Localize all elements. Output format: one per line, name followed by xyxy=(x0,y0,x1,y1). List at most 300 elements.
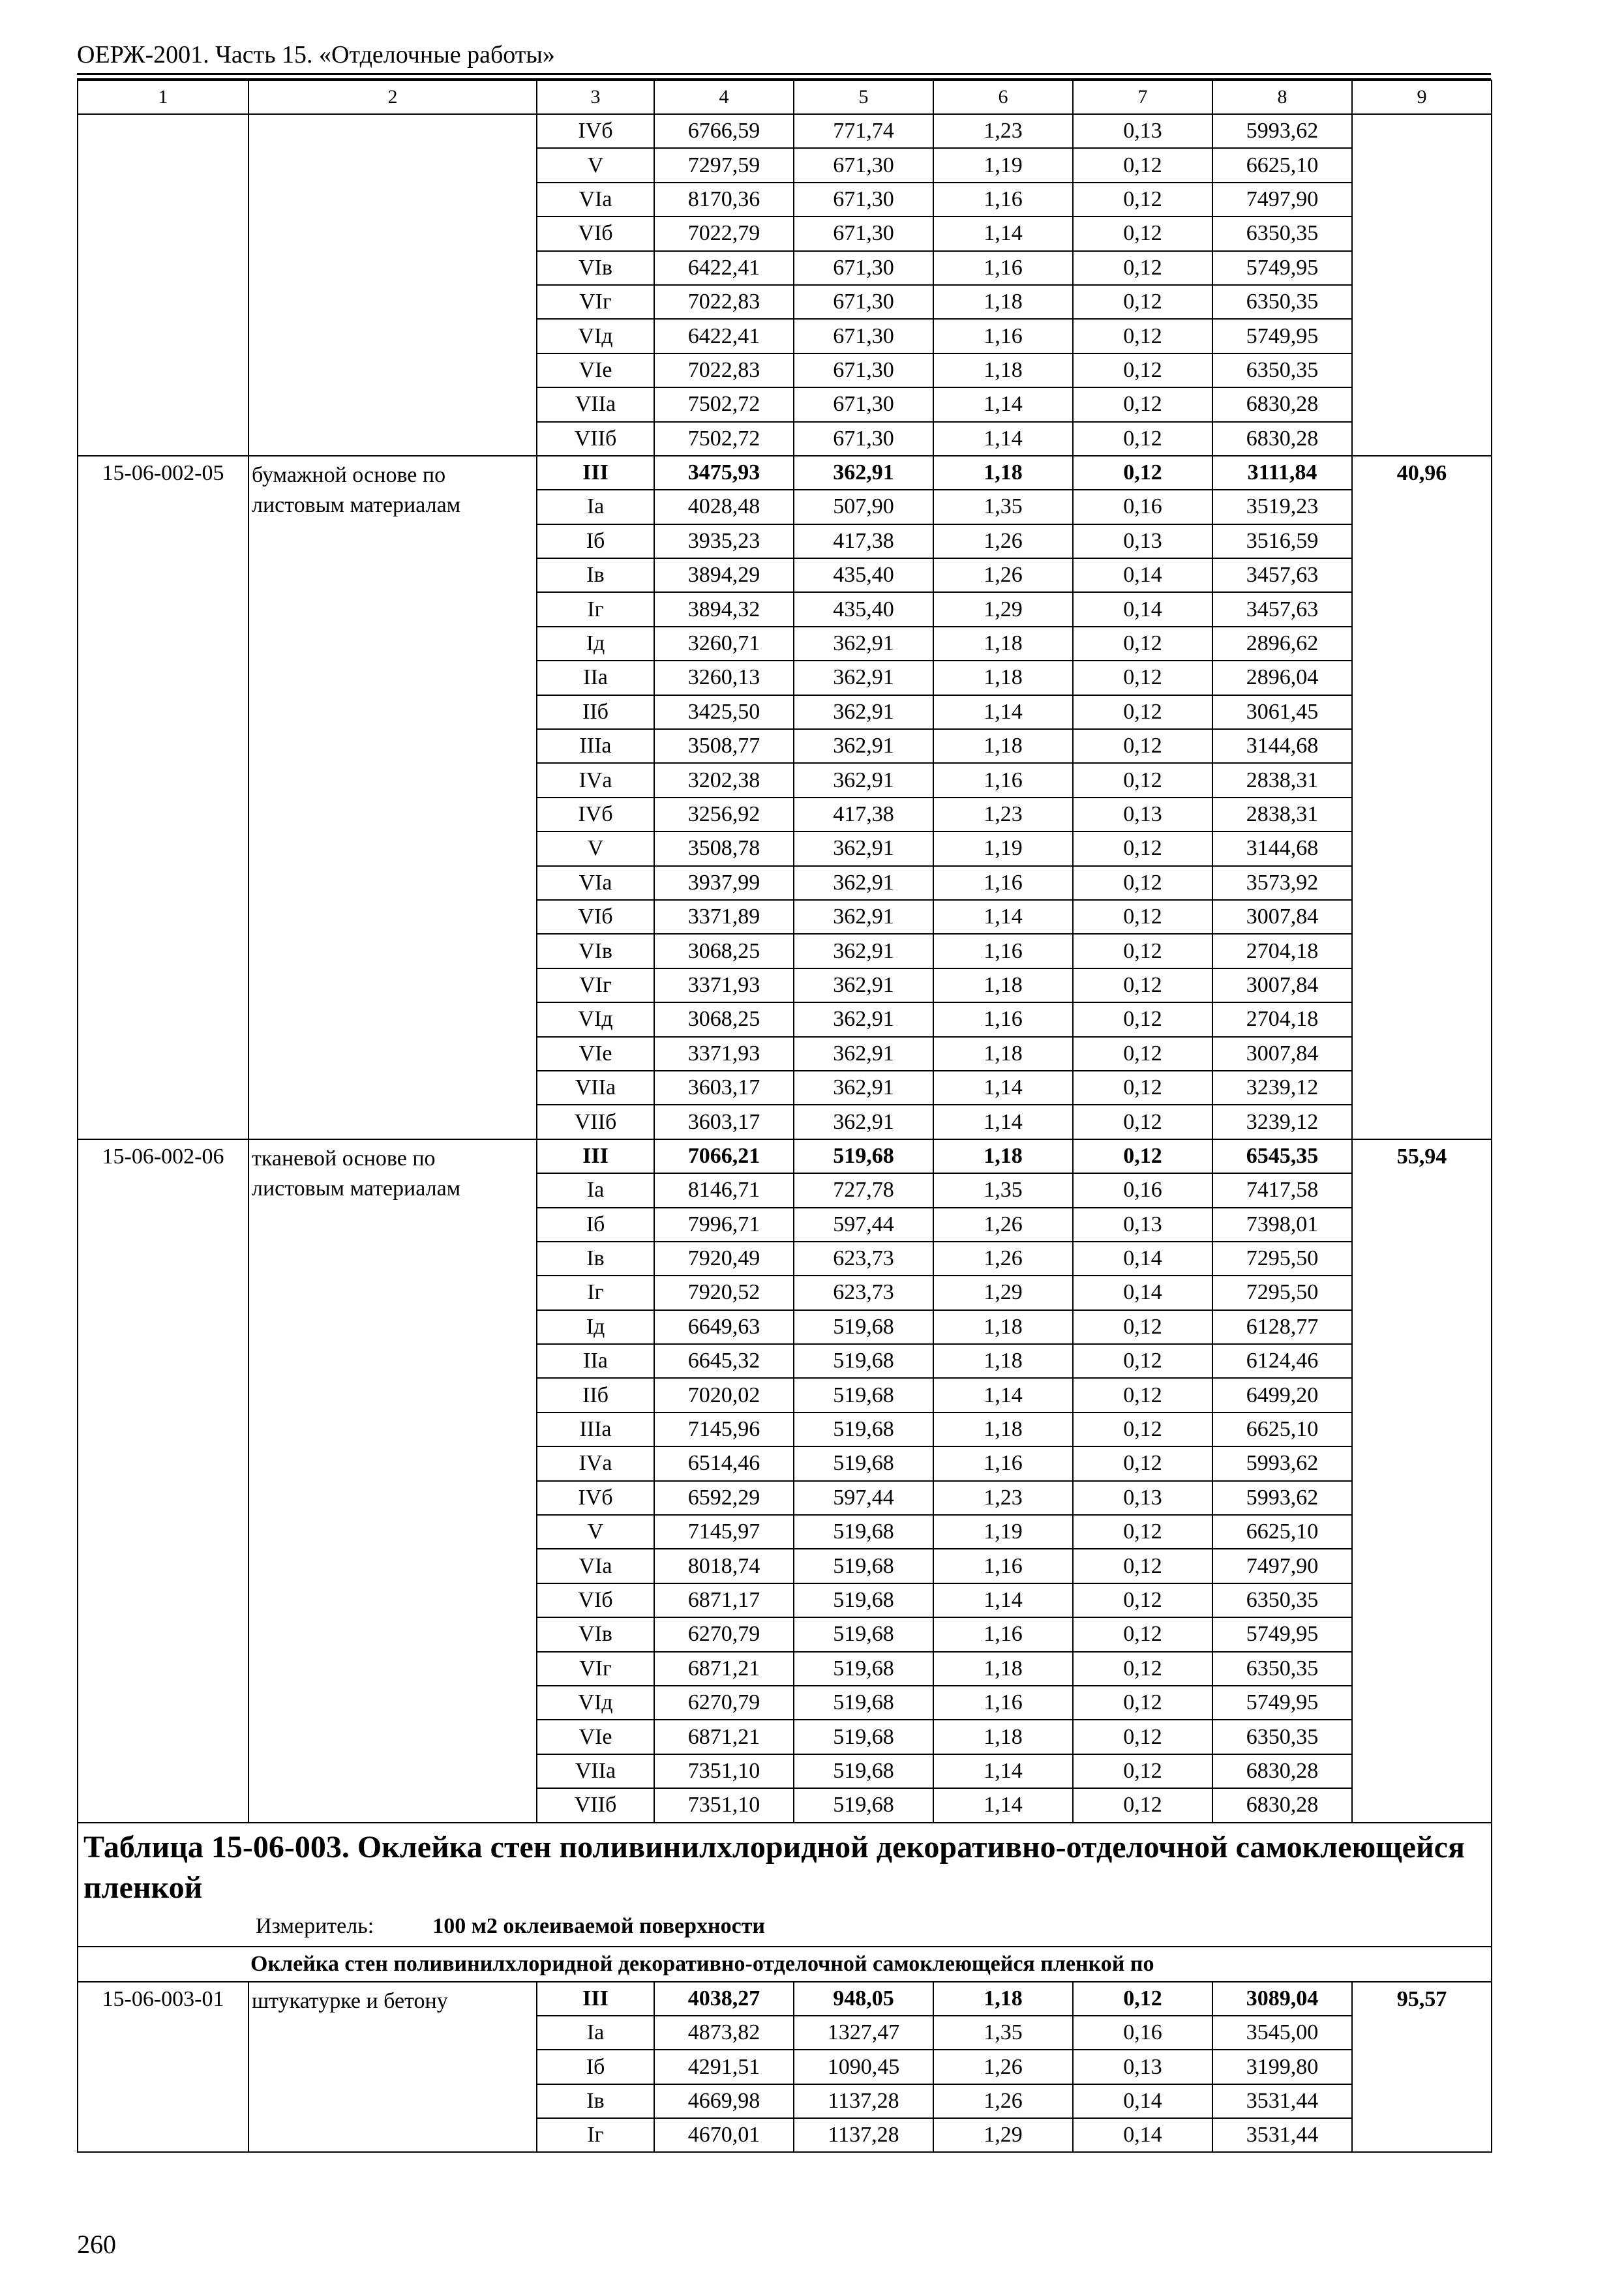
region-code: VIе xyxy=(537,353,654,387)
price-value: 6871,21 xyxy=(654,1652,794,1686)
price-value: 6350,35 xyxy=(1212,1583,1352,1617)
region-code: Iд xyxy=(537,1310,654,1344)
price-value: 6645,32 xyxy=(654,1344,794,1378)
price-value: 7351,10 xyxy=(654,1788,794,1822)
price-value: 671,30 xyxy=(794,319,933,353)
price-value: 1,29 xyxy=(933,592,1073,626)
price-value: 1,14 xyxy=(933,217,1073,250)
price-value: 7066,21 xyxy=(654,1139,794,1173)
price-value: 519,68 xyxy=(794,1378,933,1412)
price-value: 2838,31 xyxy=(1212,763,1352,797)
rates-table-frame xyxy=(77,80,1491,2153)
price-value: 1,16 xyxy=(933,1002,1073,1036)
price-value: 519,68 xyxy=(794,1549,933,1583)
price-value: 1,18 xyxy=(933,285,1073,319)
price-value: 3202,38 xyxy=(654,763,794,797)
region-code: VIб xyxy=(537,1583,654,1617)
region-code: Iб xyxy=(537,524,654,558)
price-value: 0,16 xyxy=(1073,2016,1212,2050)
price-value: 519,68 xyxy=(794,1652,933,1686)
price-value: 3531,44 xyxy=(1212,2084,1352,2118)
price-value: 6830,28 xyxy=(1212,1754,1352,1788)
price-value: 3894,29 xyxy=(654,558,794,592)
price-value: 1,14 xyxy=(933,1105,1073,1139)
price-value: 0,13 xyxy=(1073,114,1212,148)
price-value: 7398,01 xyxy=(1212,1208,1352,1242)
price-value: 0,12 xyxy=(1073,1583,1212,1617)
price-value: 0,12 xyxy=(1073,353,1212,387)
price-value: 0,14 xyxy=(1073,1276,1212,1309)
price-value: 5993,62 xyxy=(1212,1446,1352,1480)
price-value: 671,30 xyxy=(794,353,933,387)
empty-code-cell xyxy=(78,319,248,353)
price-value: 1,16 xyxy=(933,1549,1073,1583)
region-code: Iа xyxy=(537,2016,654,2050)
region-code: VIг xyxy=(537,968,654,1002)
empty-code-cell xyxy=(78,353,248,387)
price-value: 1,16 xyxy=(933,183,1073,217)
region-code: Iд xyxy=(537,627,654,661)
empty-col9-cell xyxy=(1352,319,1492,353)
region-code: IIб xyxy=(537,1378,654,1412)
price-value: 3260,13 xyxy=(654,661,794,695)
meter-value: 100 м2 оклеиваемой поверхности xyxy=(432,1913,766,1938)
empty-desc-cell xyxy=(248,353,537,387)
price-value: 671,30 xyxy=(794,285,933,319)
empty-desc-cell xyxy=(248,387,537,421)
price-value: 0,12 xyxy=(1073,1686,1212,1720)
price-value: 1,29 xyxy=(933,2118,1073,2152)
price-value: 362,91 xyxy=(794,934,933,968)
price-value: 6350,35 xyxy=(1212,353,1352,387)
price-value: 2896,62 xyxy=(1212,627,1352,661)
price-value: 6625,10 xyxy=(1212,148,1352,182)
price-value: 0,12 xyxy=(1073,387,1212,421)
price-value: 519,68 xyxy=(794,1446,933,1480)
price-value: 3371,93 xyxy=(654,1037,794,1071)
price-value: 1,16 xyxy=(933,251,1073,285)
region-code: VIIб xyxy=(537,422,654,456)
price-value: 2838,31 xyxy=(1212,798,1352,831)
region-code: VIIб xyxy=(537,1788,654,1822)
price-value: 7497,90 xyxy=(1212,1549,1352,1583)
price-value: 6270,79 xyxy=(654,1617,794,1651)
page-number: 260 xyxy=(77,2230,116,2259)
price-value: 1,18 xyxy=(933,1982,1073,2016)
price-value: 1,18 xyxy=(933,353,1073,387)
price-value: 1090,45 xyxy=(794,2050,933,2084)
price-value: 7351,10 xyxy=(654,1754,794,1788)
price-value: 6592,29 xyxy=(654,1481,794,1515)
price-value: 4028,48 xyxy=(654,490,794,524)
price-value: 3508,78 xyxy=(654,831,794,865)
price-value: 1,18 xyxy=(933,729,1073,763)
price-value: 3508,77 xyxy=(654,729,794,763)
price-value: 3603,17 xyxy=(654,1071,794,1105)
item-code: 15-06-002-05 xyxy=(78,456,248,1139)
region-code: IVа xyxy=(537,763,654,797)
section-subheading: Оклейка стен поливинилхлоридной декоративно-отделочной самоклеющейся пленкой по xyxy=(78,1947,1492,1982)
price-value: 3260,71 xyxy=(654,627,794,661)
price-value: 5749,95 xyxy=(1212,251,1352,285)
region-code: Iа xyxy=(537,1173,654,1207)
price-value: 507,90 xyxy=(794,490,933,524)
region-code: III xyxy=(537,1139,654,1173)
column-number: 1 xyxy=(78,80,248,114)
price-value: 3573,92 xyxy=(1212,866,1352,900)
price-value: 1,16 xyxy=(933,319,1073,353)
price-value: 1,26 xyxy=(933,2050,1073,2084)
price-value: 1,14 xyxy=(933,1378,1073,1412)
region-code: VIг xyxy=(537,1652,654,1686)
price-value: 0,12 xyxy=(1073,1139,1212,1173)
empty-desc-cell xyxy=(248,422,537,456)
price-value: 519,68 xyxy=(794,1344,933,1378)
price-value: 0,12 xyxy=(1073,729,1212,763)
price-value: 623,73 xyxy=(794,1242,933,1276)
price-value: 1,18 xyxy=(933,1139,1073,1173)
table-title: Таблица 15-06-003. Оклейка стен поливинилхлоридной декоративно-отделочной самоклеющейся пленкой xyxy=(83,1829,1465,1905)
price-value: 3935,23 xyxy=(654,524,794,558)
price-value: 519,68 xyxy=(794,1686,933,1720)
price-value: 362,91 xyxy=(794,661,933,695)
item-code: 15-06-003-01 xyxy=(78,1982,248,2153)
price-value: 948,05 xyxy=(794,1982,933,2016)
price-value: 1,16 xyxy=(933,1446,1073,1480)
empty-col9-cell xyxy=(1352,387,1492,421)
price-value: 1,18 xyxy=(933,968,1073,1002)
price-value: 2704,18 xyxy=(1212,934,1352,968)
price-value: 519,68 xyxy=(794,1754,933,1788)
price-value: 3007,84 xyxy=(1212,1037,1352,1071)
price-value: 7295,50 xyxy=(1212,1242,1352,1276)
meter-label: Измеритель: xyxy=(256,1913,374,1938)
price-value: 417,38 xyxy=(794,524,933,558)
region-code: V xyxy=(537,1515,654,1549)
region-code: IVа xyxy=(537,1446,654,1480)
empty-desc-cell xyxy=(248,217,537,250)
price-value: 0,13 xyxy=(1073,1208,1212,1242)
price-value: 0,12 xyxy=(1073,1446,1212,1480)
price-value: 362,91 xyxy=(794,729,933,763)
price-value: 4669,98 xyxy=(654,2084,794,2118)
price-value: 1,19 xyxy=(933,831,1073,865)
table-row xyxy=(78,183,1492,217)
price-value: 2896,04 xyxy=(1212,661,1352,695)
price-value: 3937,99 xyxy=(654,866,794,900)
price-value: 1,19 xyxy=(933,148,1073,182)
region-code: VIе xyxy=(537,1037,654,1071)
region-code: Iг xyxy=(537,2118,654,2152)
price-value: 6625,10 xyxy=(1212,1413,1352,1446)
price-value: 5749,95 xyxy=(1212,1617,1352,1651)
region-code: Iв xyxy=(537,558,654,592)
empty-code-cell xyxy=(78,251,248,285)
price-value: 0,12 xyxy=(1073,661,1212,695)
region-code: VIIа xyxy=(537,387,654,421)
price-value: 7145,96 xyxy=(654,1413,794,1446)
price-value: 4291,51 xyxy=(654,2050,794,2084)
empty-code-cell xyxy=(78,422,248,456)
region-code: V xyxy=(537,831,654,865)
price-value: 362,91 xyxy=(794,627,933,661)
price-value: 671,30 xyxy=(794,148,933,182)
empty-col9-cell xyxy=(1352,114,1492,148)
price-value: 0,12 xyxy=(1073,148,1212,182)
price-value: 519,68 xyxy=(794,1788,933,1822)
price-value: 435,40 xyxy=(794,558,933,592)
price-value: 3371,89 xyxy=(654,900,794,934)
empty-code-cell xyxy=(78,217,248,250)
table-row xyxy=(78,387,1492,421)
empty-col9-cell xyxy=(1352,251,1492,285)
price-value: 0,13 xyxy=(1073,524,1212,558)
price-value: 1,14 xyxy=(933,387,1073,421)
labor-cost: 55,94 xyxy=(1352,1139,1492,1823)
price-value: 1,18 xyxy=(933,1310,1073,1344)
price-value: 3144,68 xyxy=(1212,831,1352,865)
region-code: III xyxy=(537,456,654,490)
region-code: Iв xyxy=(537,2084,654,2118)
region-code: VIIб xyxy=(537,1105,654,1139)
price-value: 7022,83 xyxy=(654,353,794,387)
empty-col9-cell xyxy=(1352,217,1492,250)
price-value: 0,12 xyxy=(1073,1071,1212,1105)
price-value: 671,30 xyxy=(794,217,933,250)
empty-code-cell xyxy=(78,285,248,319)
price-value: 519,68 xyxy=(794,1413,933,1446)
price-value: 3111,84 xyxy=(1212,456,1352,490)
price-value: 1,16 xyxy=(933,1617,1073,1651)
price-value: 1,14 xyxy=(933,1754,1073,1788)
price-value: 1137,28 xyxy=(794,2118,933,2152)
price-value: 1,18 xyxy=(933,1344,1073,1378)
region-code: IIIа xyxy=(537,729,654,763)
region-code: VIа xyxy=(537,183,654,217)
column-number: 8 xyxy=(1212,80,1352,114)
price-value: 1327,47 xyxy=(794,2016,933,2050)
price-value: 1,14 xyxy=(933,1583,1073,1617)
region-code: VIд xyxy=(537,319,654,353)
price-value: 0,12 xyxy=(1073,251,1212,285)
price-value: 3007,84 xyxy=(1212,900,1352,934)
region-code: Iв xyxy=(537,1242,654,1276)
price-value: 0,12 xyxy=(1073,1310,1212,1344)
empty-desc-cell xyxy=(248,285,537,319)
empty-desc-cell xyxy=(248,183,537,217)
price-value: 362,91 xyxy=(794,1002,933,1036)
price-value: 0,12 xyxy=(1073,1515,1212,1549)
price-value: 362,91 xyxy=(794,763,933,797)
region-code: VIд xyxy=(537,1002,654,1036)
labor-cost: 40,96 xyxy=(1352,456,1492,1139)
price-value: 6350,35 xyxy=(1212,285,1352,319)
price-value: 8018,74 xyxy=(654,1549,794,1583)
price-value: 1,16 xyxy=(933,866,1073,900)
price-value: 0,12 xyxy=(1073,422,1212,456)
price-value: 0,14 xyxy=(1073,2084,1212,2118)
price-value: 519,68 xyxy=(794,1139,933,1173)
price-value: 4873,82 xyxy=(654,2016,794,2050)
price-value: 7297,59 xyxy=(654,148,794,182)
price-value: 7022,83 xyxy=(654,285,794,319)
price-value: 1,14 xyxy=(933,1788,1073,1822)
price-value: 3239,12 xyxy=(1212,1105,1352,1139)
price-value: 1,19 xyxy=(933,1515,1073,1549)
price-value: 8170,36 xyxy=(654,183,794,217)
price-value: 7996,71 xyxy=(654,1208,794,1242)
price-value: 671,30 xyxy=(794,251,933,285)
price-value: 0,12 xyxy=(1073,763,1212,797)
empty-col9-cell xyxy=(1352,353,1492,387)
price-value: 3457,63 xyxy=(1212,558,1352,592)
empty-code-cell xyxy=(78,183,248,217)
region-code: IIб xyxy=(537,695,654,729)
price-value: 3144,68 xyxy=(1212,729,1352,763)
price-value: 3545,00 xyxy=(1212,2016,1352,2050)
subheading-row xyxy=(78,1947,1492,1982)
price-value: 1,26 xyxy=(933,558,1073,592)
price-value: 362,91 xyxy=(794,695,933,729)
region-code: VIа xyxy=(537,866,654,900)
region-code: VIв xyxy=(537,934,654,968)
price-value: 7502,72 xyxy=(654,422,794,456)
price-value: 0,16 xyxy=(1073,1173,1212,1207)
price-value: 771,74 xyxy=(794,114,933,148)
price-value: 1,18 xyxy=(933,1037,1073,1071)
table-row xyxy=(78,1982,1492,2016)
price-value: 0,12 xyxy=(1073,1344,1212,1378)
price-value: 2704,18 xyxy=(1212,1002,1352,1036)
price-value: 0,14 xyxy=(1073,2118,1212,2152)
table-title-row xyxy=(78,1823,1492,1947)
price-value: 6649,63 xyxy=(654,1310,794,1344)
rates-table xyxy=(77,80,1492,2153)
region-code: VIв xyxy=(537,1617,654,1651)
price-value: 7497,90 xyxy=(1212,183,1352,217)
table-row xyxy=(78,114,1492,148)
price-value: 3007,84 xyxy=(1212,968,1352,1002)
price-value: 435,40 xyxy=(794,592,933,626)
price-value: 6830,28 xyxy=(1212,422,1352,456)
column-number: 9 xyxy=(1352,80,1492,114)
running-header: ОЕРЖ-2001. Часть 15. «Отделочные работы» xyxy=(77,41,555,68)
price-value: 671,30 xyxy=(794,183,933,217)
price-value: 1,26 xyxy=(933,2084,1073,2118)
region-code: V xyxy=(537,148,654,182)
price-value: 3061,45 xyxy=(1212,695,1352,729)
empty-code-cell xyxy=(78,148,248,182)
region-code: VIб xyxy=(537,217,654,250)
price-value: 0,14 xyxy=(1073,558,1212,592)
price-value: 671,30 xyxy=(794,387,933,421)
region-code: VIе xyxy=(537,1720,654,1754)
price-value: 0,12 xyxy=(1073,1002,1212,1036)
price-value: 1,26 xyxy=(933,1242,1073,1276)
empty-col9-cell xyxy=(1352,422,1492,456)
region-code: III xyxy=(537,1982,654,2016)
price-value: 4038,27 xyxy=(654,1982,794,2016)
empty-desc-cell xyxy=(248,319,537,353)
price-value: 0,12 xyxy=(1073,627,1212,661)
price-value: 1,18 xyxy=(933,661,1073,695)
price-value: 1,14 xyxy=(933,900,1073,934)
price-value: 519,68 xyxy=(794,1583,933,1617)
price-value: 519,68 xyxy=(794,1310,933,1344)
price-value: 362,91 xyxy=(794,1105,933,1139)
price-value: 3425,50 xyxy=(654,695,794,729)
item-description: бумажной основе по листовым материалам xyxy=(248,456,537,1139)
region-code: VIIа xyxy=(537,1754,654,1788)
table-row xyxy=(78,251,1492,285)
price-value: 7920,49 xyxy=(654,1242,794,1276)
price-value: 0,12 xyxy=(1073,183,1212,217)
price-value: 362,91 xyxy=(794,1071,933,1105)
price-value: 727,78 xyxy=(794,1173,933,1207)
price-value: 0,12 xyxy=(1073,1378,1212,1412)
price-value: 6830,28 xyxy=(1212,1788,1352,1822)
price-value: 7920,52 xyxy=(654,1276,794,1309)
region-code: VIд xyxy=(537,1686,654,1720)
price-value: 7145,97 xyxy=(654,1515,794,1549)
column-number: 3 xyxy=(537,80,654,114)
empty-code-cell xyxy=(78,114,248,148)
price-value: 5749,95 xyxy=(1212,1686,1352,1720)
table-row xyxy=(78,422,1492,456)
price-value: 519,68 xyxy=(794,1617,933,1651)
price-value: 1,16 xyxy=(933,763,1073,797)
region-code: VIб xyxy=(537,900,654,934)
price-value: 362,91 xyxy=(794,456,933,490)
price-value: 519,68 xyxy=(794,1720,933,1754)
price-value: 362,91 xyxy=(794,866,933,900)
region-code: VIв xyxy=(537,251,654,285)
price-value: 0,12 xyxy=(1073,217,1212,250)
price-value: 1,18 xyxy=(933,1413,1073,1446)
price-value: 6350,35 xyxy=(1212,1652,1352,1686)
price-value: 7022,79 xyxy=(654,217,794,250)
column-number-row xyxy=(78,80,1492,114)
region-code: IIа xyxy=(537,661,654,695)
price-value: 6422,41 xyxy=(654,319,794,353)
price-value: 0,12 xyxy=(1073,1720,1212,1754)
empty-desc-cell xyxy=(248,148,537,182)
price-value: 0,13 xyxy=(1073,1481,1212,1515)
price-value: 0,12 xyxy=(1073,866,1212,900)
price-value: 3199,80 xyxy=(1212,2050,1352,2084)
table-row xyxy=(78,148,1492,182)
price-value: 0,12 xyxy=(1073,1413,1212,1446)
price-value: 1,23 xyxy=(933,1481,1073,1515)
item-description: тканевой основе по листовым материалам xyxy=(248,1139,537,1823)
table-row xyxy=(78,1139,1492,1173)
table-row xyxy=(78,285,1492,319)
price-value: 3531,44 xyxy=(1212,2118,1352,2152)
price-value: 6514,46 xyxy=(654,1446,794,1480)
price-value: 0,12 xyxy=(1073,1788,1212,1822)
price-value: 3519,23 xyxy=(1212,490,1352,524)
table-title-cell xyxy=(78,1823,1492,1947)
price-value: 7295,50 xyxy=(1212,1276,1352,1309)
price-value: 1,16 xyxy=(933,934,1073,968)
region-code: Iг xyxy=(537,1276,654,1309)
price-value: 1,23 xyxy=(933,798,1073,831)
price-value: 3371,93 xyxy=(654,968,794,1002)
item-code: 15-06-002-06 xyxy=(78,1139,248,1823)
price-value: 362,91 xyxy=(794,968,933,1002)
price-value: 0,12 xyxy=(1073,695,1212,729)
column-number: 4 xyxy=(654,80,794,114)
